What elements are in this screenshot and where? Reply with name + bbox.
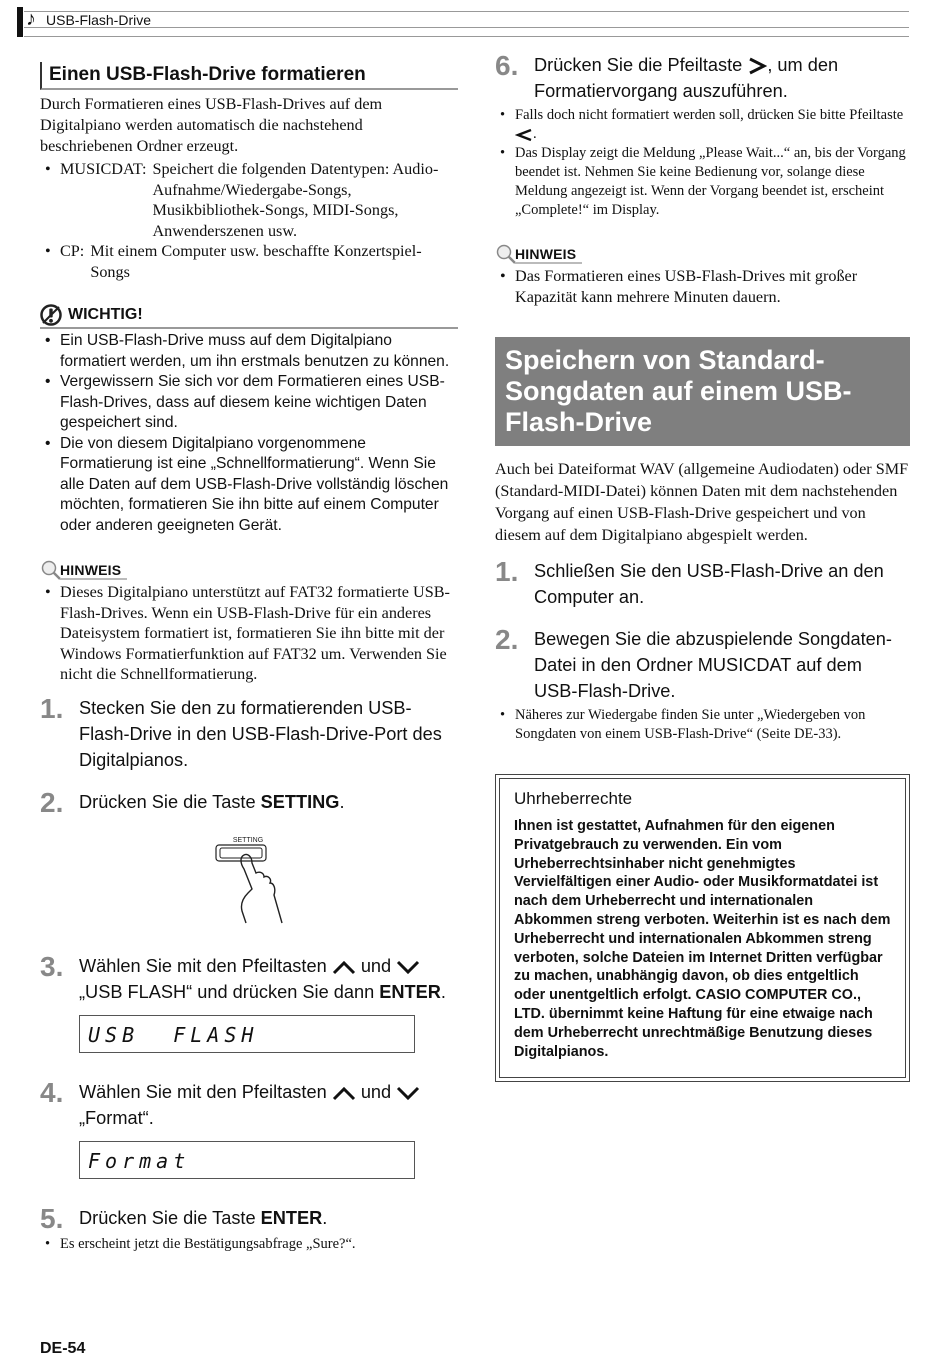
list-item: • Das Display zeigt die Meldung „Please Wait...“ an, bis der Vorgang beendet ist. Nehmen Sie keine Bedienung vor, solange diese Meldung angezeigt ist. Wenn der Vorgang beendet ist, erscheint „Complete!“ im Display. (495, 144, 910, 220)
section-title: Einen USB-Flash-Drive formatieren (40, 62, 458, 90)
step-2 (495, 626, 910, 704)
step-number: 1. (40, 692, 64, 724)
section-banner: Speichern von Standard-Songdaten auf einem USB-Flash-Drive (495, 337, 910, 446)
arrow-down-icon (396, 1085, 420, 1101)
folder-desc: Speichert die folgenden Datentypen: Audio-Aufnahme/Wiedergabe-Songs, Musikbibliothek-Songs, MIDI-Songs, Anwenderszenen usw. (152, 160, 439, 240)
step-number: 2. (495, 624, 519, 655)
list-item (40, 241, 458, 282)
folder-desc: Mit einem Computer usw. beschaffte Konzertspiel-Songs (90, 242, 422, 281)
intro-text: Auch bei Dateiformat WAV (allgemeine Audiodaten) oder SMF (Standard-MIDI-Datei) können Daten mit dem nachstehenden Vorgang auf einen USB-Flash-Drive gespeichert und von diesem auf dem Digitalpiano abgespielt werden. (495, 460, 909, 544)
header-rule (24, 11, 909, 12)
hinweis-heading (40, 560, 458, 580)
list-item: • Es erscheint jetzt die Bestätigungsabfrage „Sure?“. (40, 1235, 458, 1254)
step-number: 2. (40, 786, 64, 818)
note-text: Falls doch nicht formatiert werden soll, drücken Sie bitte Pfeiltaste (515, 107, 904, 123)
list-item (495, 106, 910, 144)
arrow-down-icon (396, 959, 420, 975)
copyright-title: Uhrheberrechte (514, 789, 633, 808)
step-1 (495, 558, 910, 610)
arrow-right-icon (747, 57, 767, 75)
header-rule (24, 36, 909, 37)
list-item: • Vergewissern Sie sich vor dem Formatieren eines USB-Flash-Drives, dass auf diesem keine wichtigen Daten gespeichert sind. (40, 372, 458, 434)
list-item: • Ein USB-Flash-Drive muss auf dem Digitalpiano formatiert werden, um ihn erstmals benutzen zu können. (40, 331, 458, 372)
arrow-left-icon (515, 128, 533, 142)
magnifier-icon (40, 560, 62, 580)
step-6 (495, 52, 910, 104)
step-text: . (339, 791, 345, 812)
step-1 (40, 692, 458, 773)
step-number: 4. (40, 1076, 64, 1108)
arrow-up-icon (332, 959, 356, 975)
step-4 (40, 1076, 458, 1131)
folder-term: • CP: (60, 242, 85, 260)
intro-text: Durch Formatieren eines USB-Flash-Drives auf dem Digitalpiano werden automatisch die nachstehend beschriebenen Ordner erzeugt. (40, 95, 383, 155)
step5-notes (40, 1235, 458, 1254)
step-text: Drücken Sie die Pfeiltaste (534, 55, 743, 75)
left-column (40, 62, 458, 1254)
header-rule (24, 27, 909, 28)
step-5 (40, 1202, 458, 1234)
step-2 (40, 786, 458, 818)
step-text: Wählen Sie mit den Pfeiltasten (79, 955, 327, 976)
note-text: . (533, 126, 537, 142)
step-text: und (360, 1081, 392, 1102)
list-item: • Die von diesem Digitalpiano vorgenommene Formatierung ist eine „Schnellformatierung“. Wenn Sie alle Daten auf dem USB-Flash-Drive vollständig löschen möchten, formatieren Sie ihn bitte auf einem Computer oder anderen geeigneten Gerät. (40, 434, 458, 537)
folder-list (40, 159, 458, 282)
setting-button-illustration (208, 833, 288, 928)
step-text: Stecken Sie den zu formatierenden USB-Flash-Drive in den USB-Flash-Drive-Port des Digitalpianos. (79, 697, 442, 770)
step-text: . (322, 1207, 328, 1228)
music-note-icon: ♪ (26, 8, 36, 30)
step-text: , um den Formatiervorgang auszuführen. (534, 55, 839, 101)
step-key: ENTER (260, 1207, 323, 1228)
arrow-up-icon (332, 1085, 356, 1101)
step-text: „Format“. (79, 1107, 154, 1128)
step-text: und (360, 955, 392, 976)
step-text: Drücken Sie die Taste (79, 791, 261, 812)
page-number: DE-54 (40, 1340, 86, 1357)
hinweis-heading (495, 244, 910, 264)
hinweis-list (495, 266, 910, 307)
step-number: 5. (40, 1202, 64, 1234)
step-key: ENTER (379, 981, 441, 1002)
setting-button-label: SETTING (232, 836, 264, 844)
display-usb-flash: USB FLASH (79, 1015, 415, 1053)
step-number: 1. (495, 556, 519, 587)
important-label: WICHTIG! (68, 306, 143, 323)
list-item: • Dieses Digitalpiano unterstützt auf FAT32 formatierte USB-Flash-Drives. Wenn ein USB-Flash-Drive für ein anderes Dateisystem formatiert ist, formatieren Sie ihn bitte mit der Windows Formatierfunktion auf FAT32 um. Verwenden Sie nicht die Schnellformatierung. (40, 582, 458, 685)
list-item: • Das Formatieren eines USB-Flash-Drives mit großer Kapazität kann mehrere Minuten dauern. (495, 266, 910, 307)
step-text: Schließen Sie den USB-Flash-Drive an den Computer an. (534, 561, 884, 607)
step2-notes (495, 706, 910, 744)
step-number: 3. (40, 950, 64, 982)
hinweis-label: HINWEIS (515, 246, 582, 264)
copyright-text: Ihnen ist gestattet, Aufnahmen für den eigenen Privatgebrauch zu verwenden. Ein vom Urheberrechtsinhaber nicht genehmigtes Vervielfältigen einer Audio- oder Musikformatdatei ist nach dem Urheberrecht und internationalen Abkommen streng verboten. Weiterhin ist es nach dem Urheberrecht und internationalen Abkommen streng verboten, solche Dateien im Internet Dritten verfügbar zu machen, unabhängig davon, ob dies entgeltlich oder unentgeltlich erfolgt. CASIO COMPUTER CO., LTD. übernimmt keine Haftung für eine etwaige nach dem Urheberrecht unrechtmäßige Benutzung dieses Digitalpianos. (514, 818, 891, 1060)
step-text: Bewegen Sie die abzuspielende Songdaten-Datei in den Ordner MUSICDAT auf dem USB-Flash-Drive. (534, 629, 892, 701)
copyright-box (495, 774, 910, 1082)
list-item: • Näheres zur Wiedergabe finden Sie unter „Wiedergeben von Songdaten von einem USB-Flash-Drive“ (Seite DE-33). (495, 706, 910, 744)
step-text: Drücken Sie die Taste (79, 1207, 261, 1228)
warning-icon (40, 304, 62, 326)
right-column (495, 52, 910, 1082)
display-format: Format (79, 1141, 415, 1179)
important-list (40, 331, 458, 536)
header-title: USB-Flash-Drive (46, 12, 152, 28)
list-item (40, 159, 458, 241)
step-text: Wählen Sie mit den Pfeiltasten (79, 1081, 327, 1102)
hinweis-list (40, 582, 458, 685)
magnifier-icon (495, 244, 517, 264)
step-text: „USB FLASH“ und drücken Sie dann (79, 981, 380, 1002)
header-marker (17, 7, 23, 37)
step-number: 6. (495, 50, 519, 81)
step-3 (40, 950, 458, 1005)
hinweis-label: HINWEIS (60, 562, 127, 580)
important-heading (40, 304, 458, 329)
step-text: . (440, 981, 446, 1002)
folder-term: • MUSICDAT: (60, 160, 147, 178)
step-key: SETTING (260, 791, 340, 812)
step6-notes (495, 106, 910, 220)
